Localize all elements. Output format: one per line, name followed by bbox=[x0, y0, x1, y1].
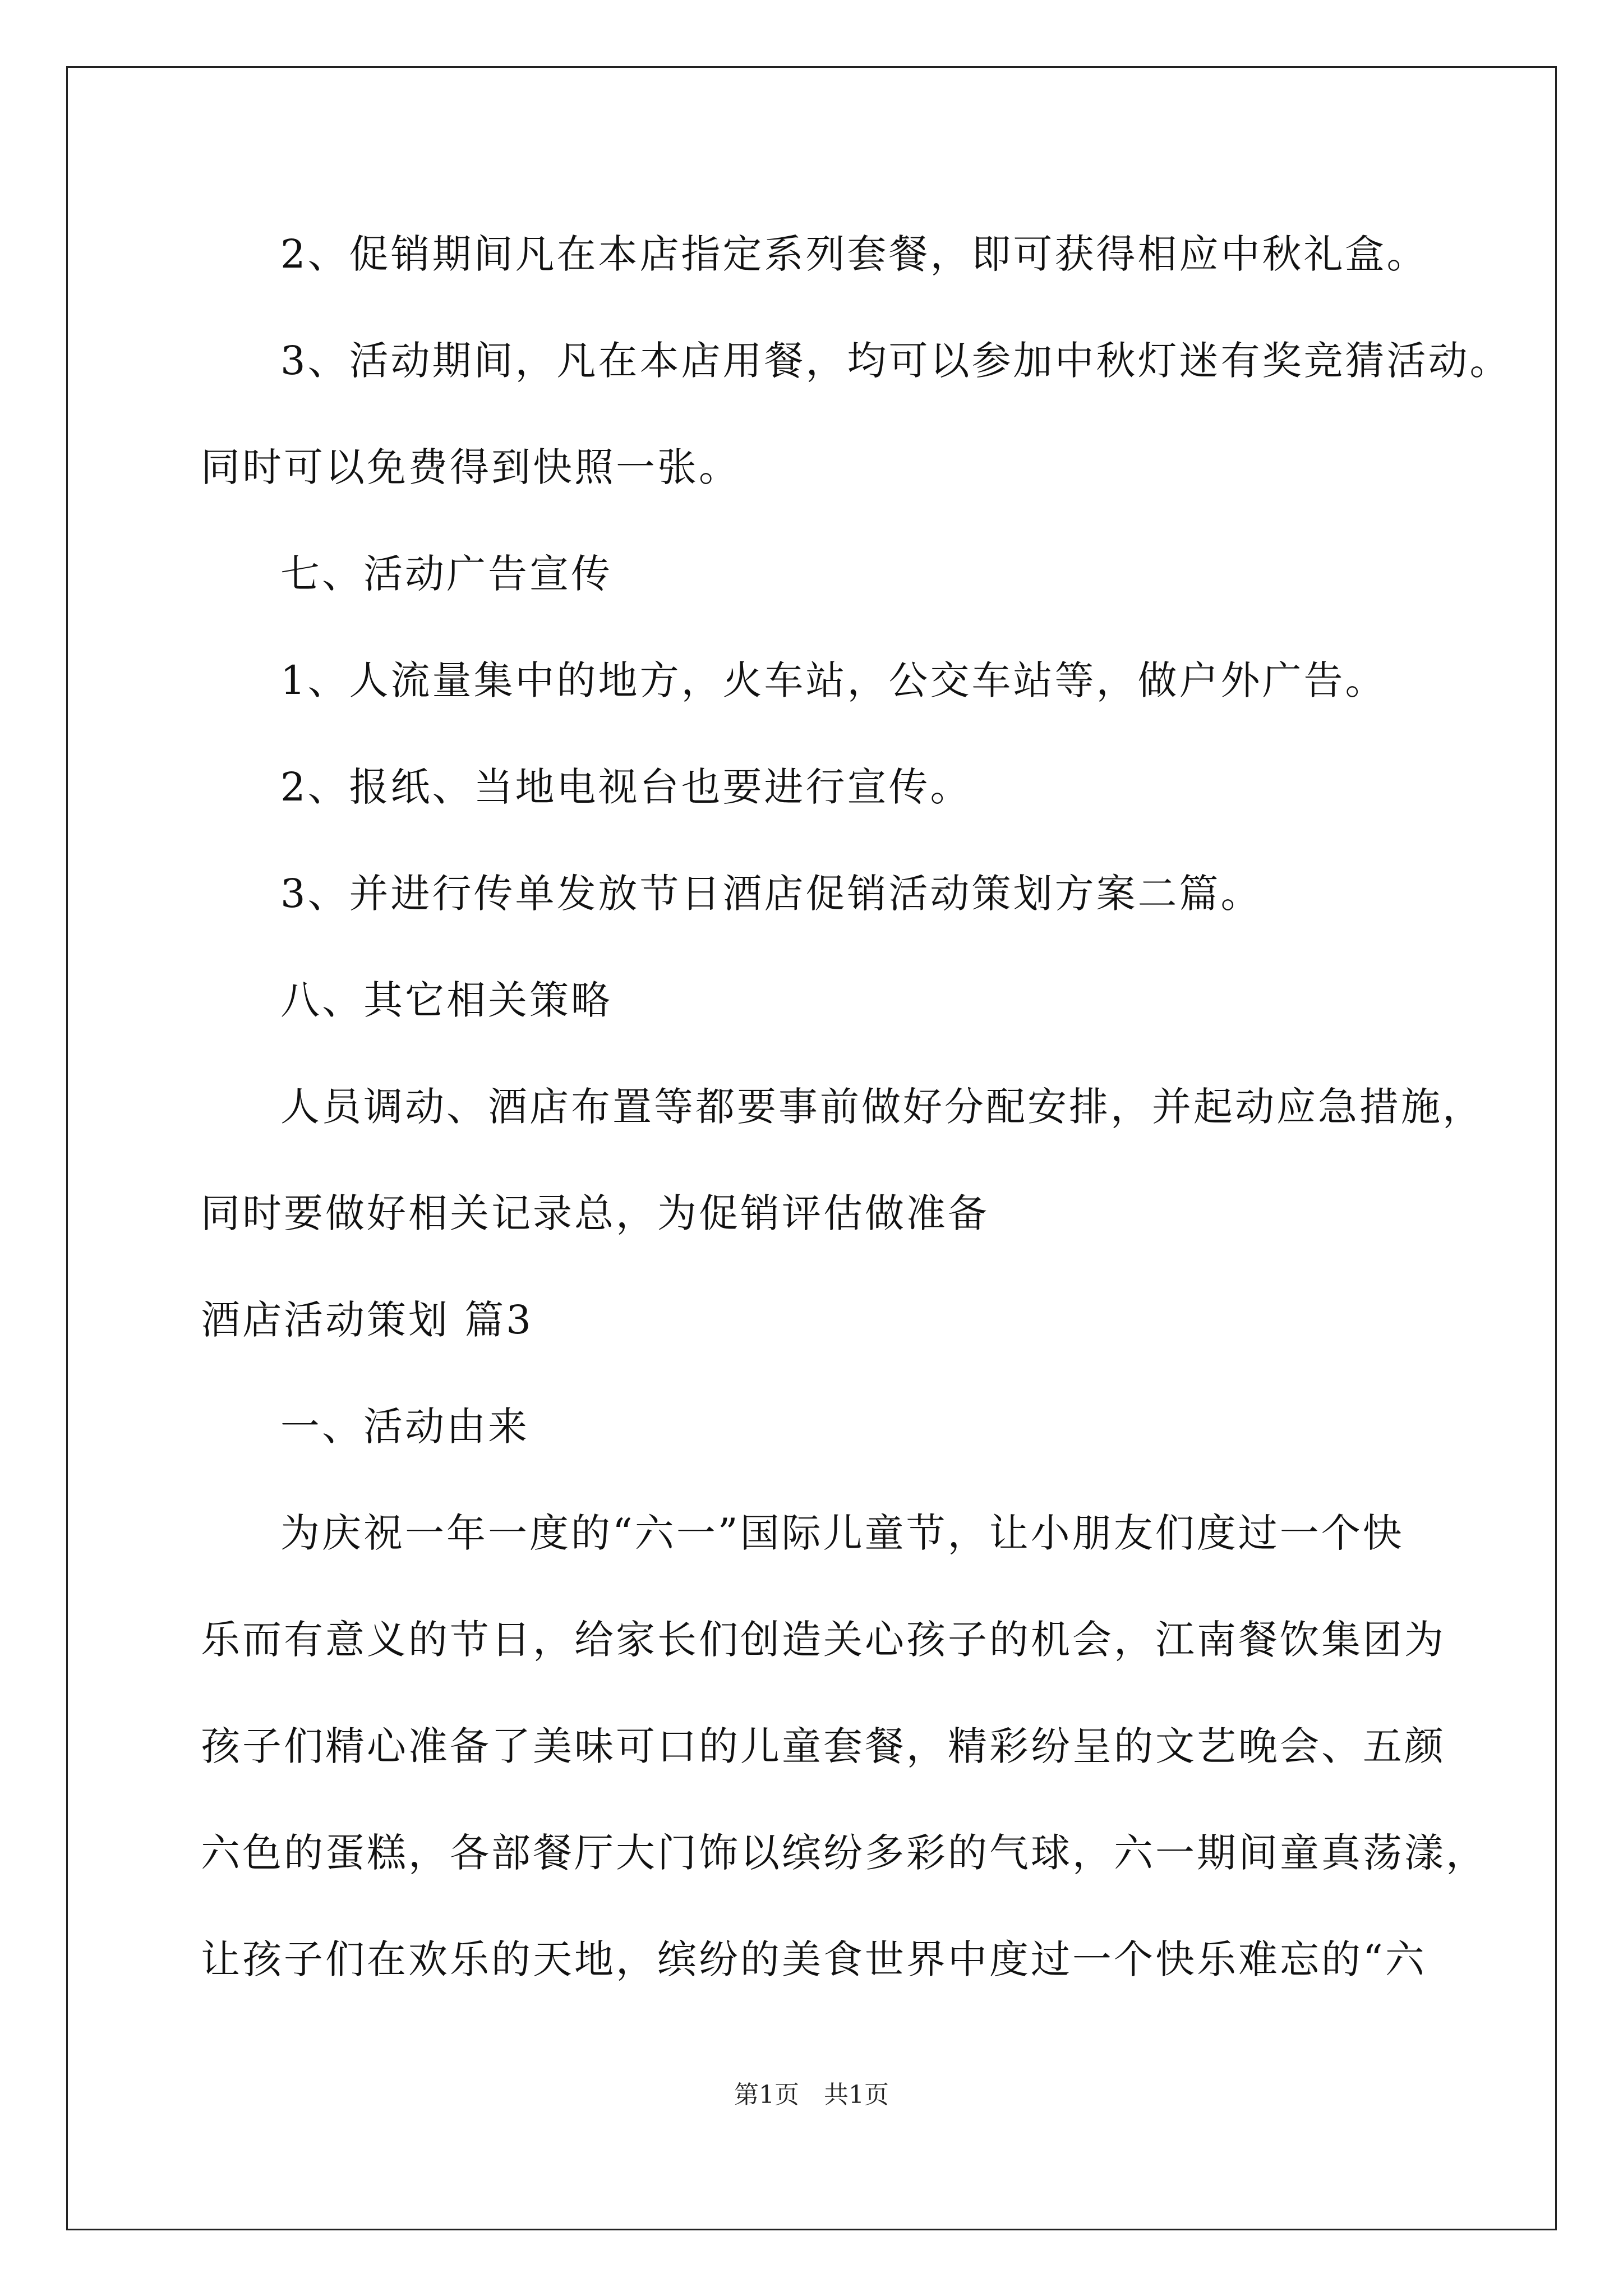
paragraph-line: 同时要做好相关记录总，为促销评估做准备 bbox=[201, 1190, 989, 1236]
paragraph-line: 3、并进行传单发放节日酒店促销活动策划方案二篇。 bbox=[280, 871, 1262, 917]
document-title: 酒店活动策划 篇3 bbox=[201, 1297, 533, 1343]
paragraph-line: 人员调动、酒店布置等都要事前做好分配安排，并起动应急措施， bbox=[280, 1084, 1484, 1130]
paragraph-line: 2、促销期间凡在本店指定系列套餐，即可获得相应中秋礼盒。 bbox=[280, 231, 1428, 277]
section-heading: 七、活动广告宣传 bbox=[280, 551, 612, 597]
paragraph-line: 乐而有意义的节日，给家长们创造关心孩子的机会，江南餐饮集团为 bbox=[201, 1617, 1446, 1663]
paragraph-line: 孩子们精心准备了美味可口的儿童套餐，精彩纷呈的文艺晚会、五颜 bbox=[201, 1723, 1446, 1769]
page-border bbox=[66, 66, 1557, 2230]
paragraph-line: 同时可以免费得到快照一张。 bbox=[201, 444, 740, 490]
section-heading: 八、其它相关策略 bbox=[280, 977, 612, 1023]
paragraph-line: 2、报纸、当地电视台也要进行宣传。 bbox=[280, 764, 972, 810]
paragraph-line: 1、人流量集中的地方，火车站，公交车站等，做户外广告。 bbox=[280, 657, 1387, 703]
paragraph-line: 为庆祝一年一度的“六一”国际儿童节，让小朋友们度过一个快 bbox=[280, 1510, 1404, 1556]
paragraph-line: 让孩子们在欢乐的天地，缤纷的美食世界中度过一个快乐难忘的“六 bbox=[201, 1936, 1427, 1982]
paragraph-line: 3、活动期间，凡在本店用餐，均可以参加中秋灯迷有奖竞猜活动。 bbox=[280, 338, 1511, 384]
paragraph-line: 六色的蛋糕，各部餐厅大门饰以缤纷多彩的气球，六一期间童真荡漾， bbox=[201, 1830, 1487, 1876]
page-total: 共1页 bbox=[824, 2081, 889, 2109]
section-heading: 一、活动由来 bbox=[280, 1404, 529, 1450]
page-number: 第1页 bbox=[734, 2081, 799, 2109]
page-footer bbox=[0, 2078, 1623, 2112]
